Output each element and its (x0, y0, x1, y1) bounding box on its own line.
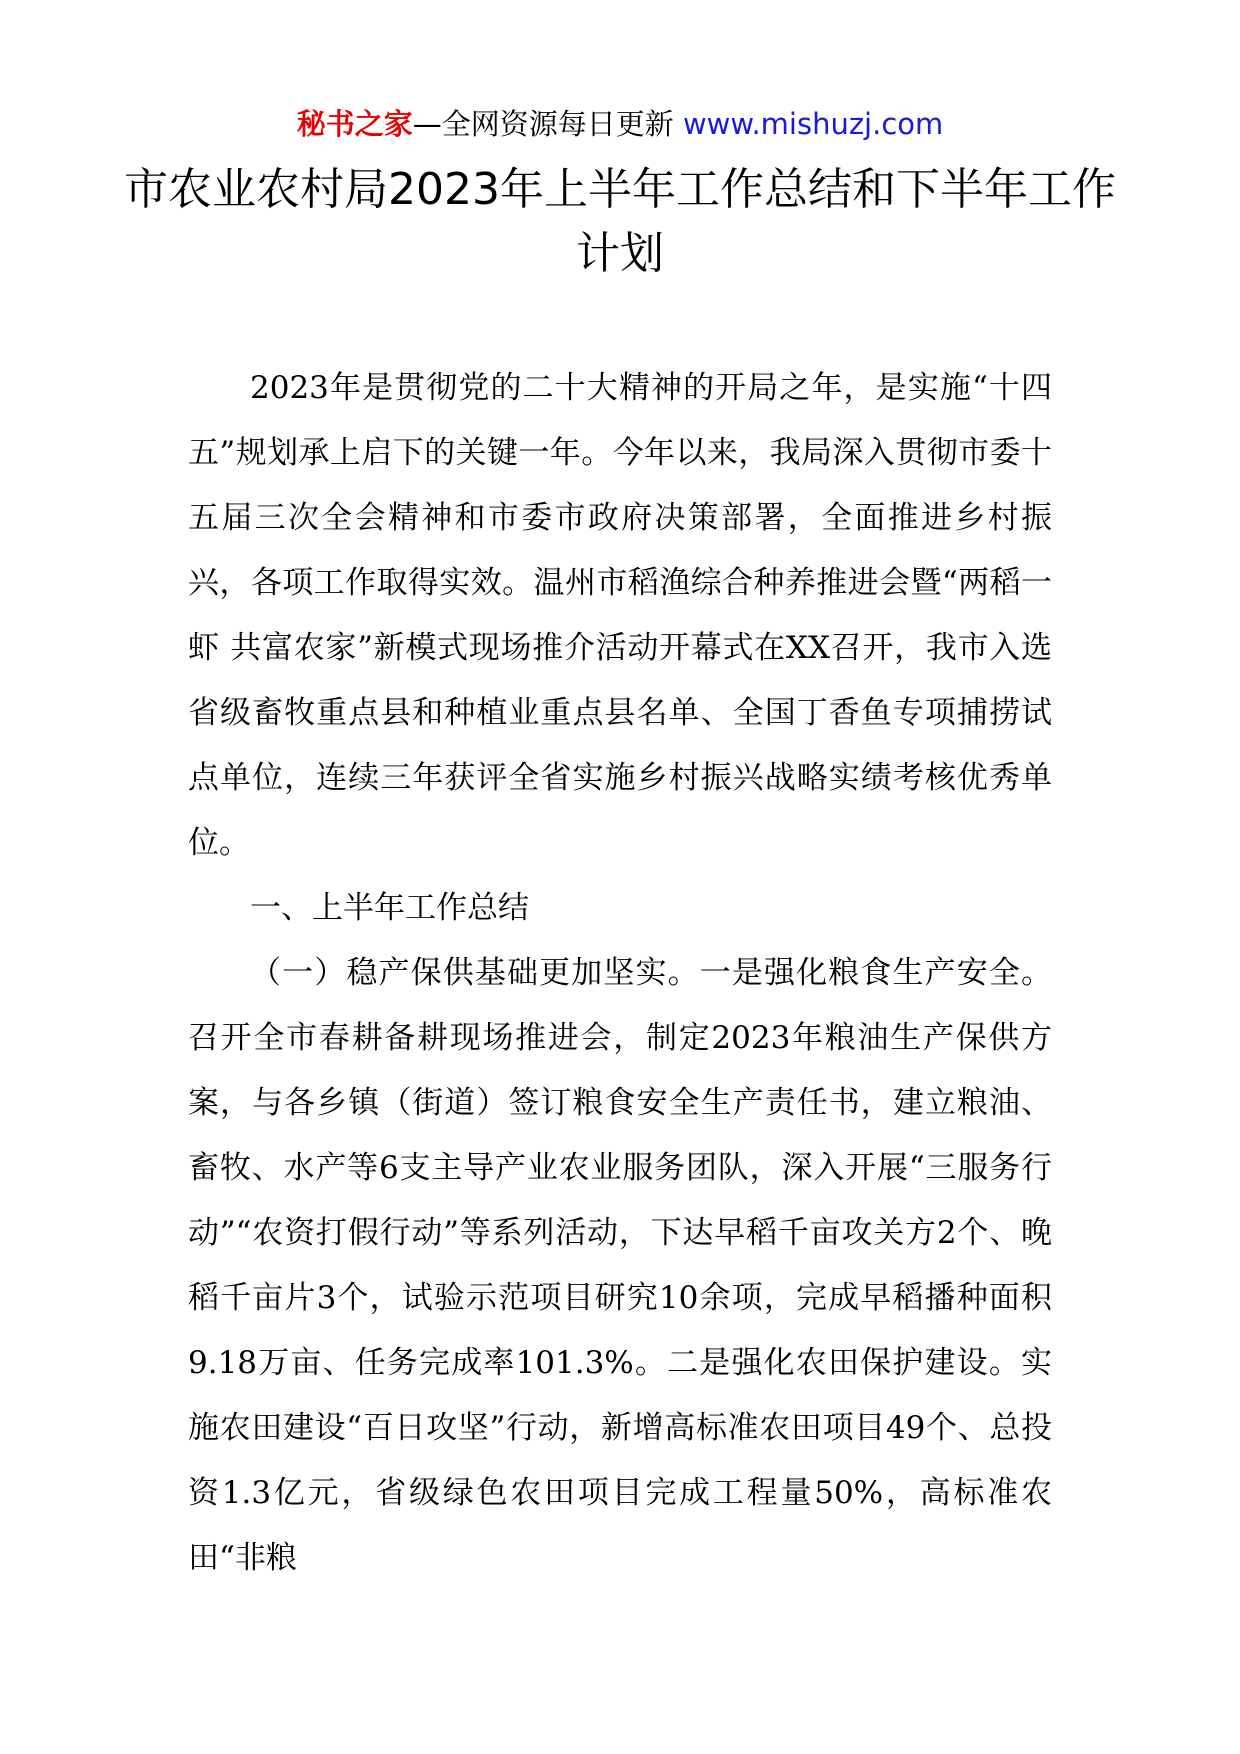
site-tagline: —全网资源每日更新 (412, 107, 683, 141)
site-brand: 秘书之家 (296, 107, 413, 141)
intro-paragraph: 2023年是贯彻党的二十大精神的开局之年，是实施“十四五”规划承上启下的关键一年。今年以来，我局深入贯彻市委十五届三次全会精神和市委市政府决策部署，全面推进乡村振兴，各项工作取得实效。温州市稻渔综合种养推进会暨“两稻一虾 共富农家”新模式现场推介活动开幕式在XX召开，我市入选省级畜牧重点县和种植业重点县名单、全国丁香鱼专项捕捞试点单位，连续三年获评全省实施乡村振兴战略实绩考核优秀单位。 (188, 370, 1052, 861)
body-paragraph: （一）稳产保供基础更加坚实。一是强化粮食生产安全。召开全市春耕备耕现场推进会，制定2023年粮油生产保供方案，与各乡镇（街道）签订粮食安全生产责任书，建立粮油、畜牧、水产等6支主导产业农业服务团队，深入开展“三服务行动”“农资打假行动”等系列活动，下达早稻千亩攻关方2个、晚稻千亩片3个，试验示范项目研究10余项，完成早稻播种面积9.18万亩、任务完成率101.3%。二是强化农田保护建设。实施农田建设“百日攻坚”行动，新增高标准农田项目49个、总投资1.3亿元，省级绿色农田项目完成工程量50%，高标准农田“非粮 (188, 955, 1052, 1576)
site-url-link[interactable]: www.mishuzj.com (682, 107, 944, 141)
document-title: 市农业农村局2023年上半年工作总结和下半年工作计划 (124, 164, 1116, 279)
section-heading: 一、上半年工作总结 (250, 890, 529, 926)
site-header (0, 104, 1240, 144)
document-body (188, 356, 1052, 1591)
